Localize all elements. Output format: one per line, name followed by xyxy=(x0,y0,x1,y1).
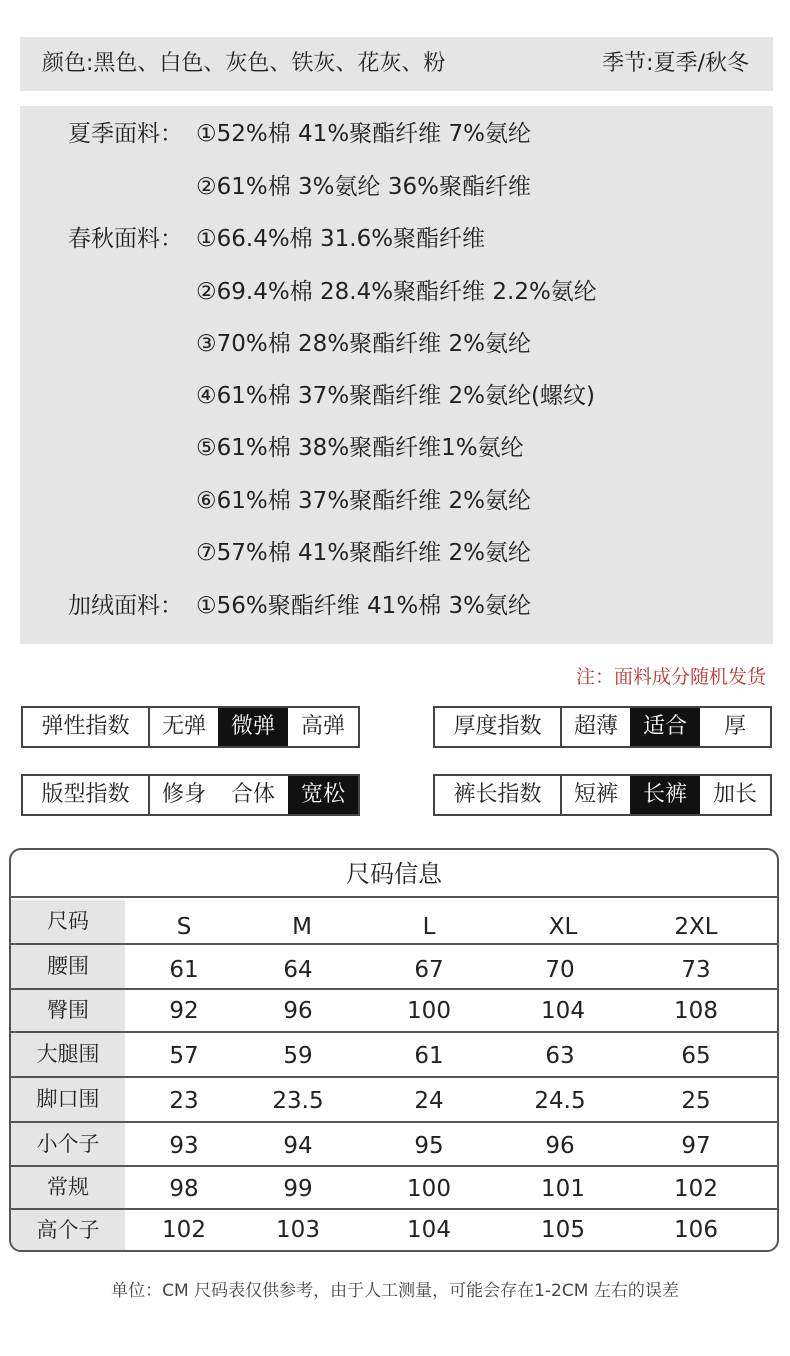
fabric-row xyxy=(20,318,773,370)
fabric-value: ④61%棉 37%聚酯纤维 2%氨纶(螺纹) xyxy=(196,383,595,409)
table-cell: 106 xyxy=(674,1217,718,1243)
table-cell: 100 xyxy=(407,998,451,1024)
fabric-label: 夏季面料： xyxy=(68,121,183,147)
fabric-row xyxy=(20,370,773,422)
table-cell: 23.5 xyxy=(272,1088,324,1114)
size-label: L xyxy=(422,914,436,940)
table-cell: 61 xyxy=(169,957,199,983)
table-cell: 25 xyxy=(681,1088,711,1114)
fabric-row xyxy=(20,213,773,265)
table-cell: 105 xyxy=(541,1217,585,1243)
row-header: 常规 xyxy=(11,1167,125,1208)
table-cell: 96 xyxy=(283,998,313,1024)
season-info: 季节:夏季/秋冬 xyxy=(602,51,749,76)
index-option-selected: 微弹 xyxy=(218,708,288,746)
table-row xyxy=(11,1123,777,1167)
index-option: 合体 xyxy=(230,782,275,807)
fabric-value: ⑦57%棉 41%聚酯纤维 2%氨纶 xyxy=(196,540,531,566)
size-label: 2XL xyxy=(674,914,718,940)
fit-index xyxy=(21,774,360,816)
table-cell: 63 xyxy=(545,1043,575,1069)
index-option-selected: 长裤 xyxy=(630,776,700,814)
fabric-row xyxy=(20,108,773,160)
fabric-value: ②61%棉 3%氨纶 36%聚酯纤维 xyxy=(196,174,531,200)
index-title: 裤长指数 xyxy=(435,776,562,814)
table-cell: 57 xyxy=(169,1043,199,1069)
fabric-row xyxy=(20,475,773,527)
row-header: 尺码 xyxy=(11,900,125,943)
table-row xyxy=(11,1033,777,1078)
index-option: 厚 xyxy=(723,714,746,739)
size-label: S xyxy=(176,914,192,940)
fabric-composition-panel xyxy=(20,106,773,644)
measurement-disclaimer: 单位：CM 尺码表仅供参考，由于人工测量，可能会存在1-2CM 左右的误差 xyxy=(111,1281,679,1301)
fabric-row xyxy=(20,422,773,474)
index-option: 超薄 xyxy=(573,714,618,739)
row-header: 高个子 xyxy=(11,1210,125,1250)
table-cell: 102 xyxy=(674,1176,718,1202)
size-label: XL xyxy=(548,914,578,940)
fabric-value: ⑥61%棉 37%聚酯纤维 2%氨纶 xyxy=(196,488,531,514)
table-cell: 102 xyxy=(162,1217,206,1243)
fabric-row xyxy=(20,266,773,318)
length-index xyxy=(433,774,772,816)
index-title: 弹性指数 xyxy=(23,708,150,746)
index-title: 版型指数 xyxy=(23,776,150,814)
table-cell: 96 xyxy=(545,1133,575,1159)
index-option: 修身 xyxy=(161,782,206,807)
fabric-row xyxy=(20,580,773,632)
color-list: 颜色:黑色、白色、灰色、铁灰、花灰、粉 xyxy=(42,51,446,76)
row-header: 小个子 xyxy=(11,1123,125,1165)
table-cell: 65 xyxy=(681,1043,711,1069)
table-cell: 73 xyxy=(681,957,711,983)
table-cell: 67 xyxy=(414,957,444,983)
fabric-value: ①66.4%棉 31.6%聚酯纤维 xyxy=(196,226,486,252)
table-cell: 93 xyxy=(169,1133,199,1159)
row-header: 臀围 xyxy=(11,990,125,1031)
row-header: 大腿围 xyxy=(11,1033,125,1076)
thickness-index xyxy=(433,706,772,748)
table-row xyxy=(11,1167,777,1210)
table-cell: 70 xyxy=(545,957,575,983)
table-cell: 98 xyxy=(169,1176,199,1202)
table-cell: 24 xyxy=(414,1088,444,1114)
table-cell: 95 xyxy=(414,1133,444,1159)
fabric-label: 加绒面料： xyxy=(68,593,183,619)
fabric-value: ③70%棉 28%聚酯纤维 2%氨纶 xyxy=(196,331,531,357)
table-row xyxy=(11,945,777,990)
size-label: M xyxy=(292,914,312,940)
fabric-label: 春秋面料： xyxy=(68,226,183,252)
table-cell: 104 xyxy=(541,998,585,1024)
table-row xyxy=(11,1078,777,1123)
table-cell: 100 xyxy=(407,1176,451,1202)
table-cell: 24.5 xyxy=(534,1088,586,1114)
index-option-selected: 宽松 xyxy=(288,776,358,814)
table-cell: 64 xyxy=(283,957,313,983)
size-header-row xyxy=(11,900,777,945)
fabric-value: ⑤61%棉 38%聚酯纤维1%氨纶 xyxy=(196,435,524,461)
fabric-value: ①56%聚酯纤维 41%棉 3%氨纶 xyxy=(196,593,531,619)
table-cell: 94 xyxy=(283,1133,313,1159)
table-cell: 23 xyxy=(169,1088,199,1114)
row-header: 脚口围 xyxy=(11,1078,125,1121)
index-option: 加长 xyxy=(712,782,757,807)
index-option: 短裤 xyxy=(573,782,618,807)
color-season-bar xyxy=(20,37,773,91)
index-option: 高弹 xyxy=(300,714,345,739)
size-table-title: 尺码信息 xyxy=(11,850,777,898)
table-cell: 59 xyxy=(283,1043,313,1069)
row-header: 腰围 xyxy=(11,945,125,988)
elasticity-index xyxy=(21,706,360,748)
table-cell: 61 xyxy=(414,1043,444,1069)
index-option-selected: 适合 xyxy=(630,708,700,746)
fabric-note: 注：面料成分随机发货 xyxy=(575,666,766,688)
table-cell: 108 xyxy=(674,998,718,1024)
fabric-row xyxy=(20,527,773,579)
table-row xyxy=(11,990,777,1033)
index-option: 无弹 xyxy=(161,714,206,739)
table-cell: 97 xyxy=(681,1133,711,1159)
table-cell: 103 xyxy=(276,1217,320,1243)
table-row xyxy=(11,1210,777,1250)
table-cell: 99 xyxy=(283,1176,313,1202)
table-cell: 92 xyxy=(169,998,199,1024)
size-table xyxy=(9,848,779,1252)
fabric-value: ①52%棉 41%聚酯纤维 7%氨纶 xyxy=(196,121,531,147)
fabric-value: ②69.4%棉 28.4%聚酯纤维 2.2%氨纶 xyxy=(196,279,597,305)
table-cell: 101 xyxy=(541,1176,585,1202)
index-title: 厚度指数 xyxy=(435,708,562,746)
fabric-row xyxy=(20,161,773,213)
table-cell: 104 xyxy=(407,1217,451,1243)
